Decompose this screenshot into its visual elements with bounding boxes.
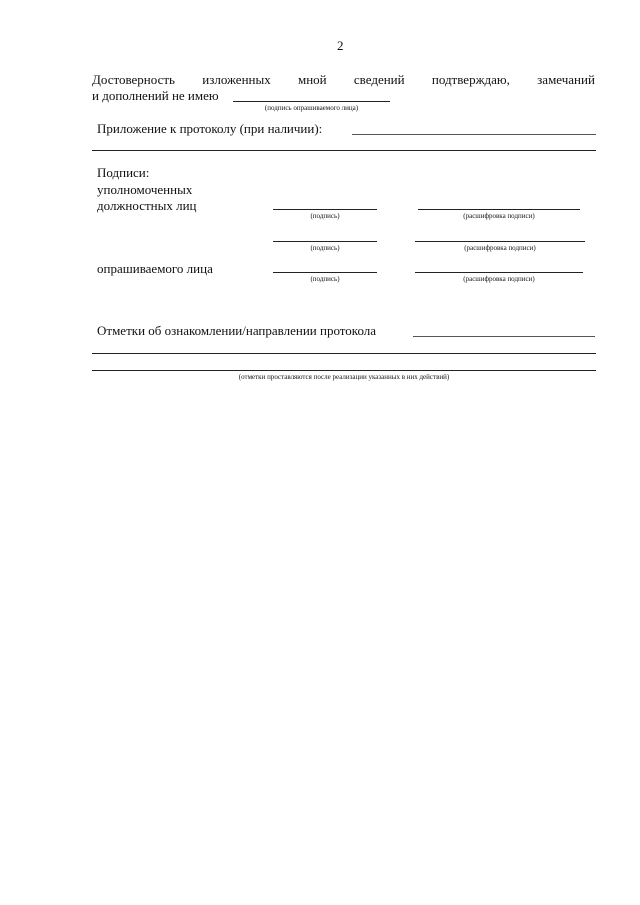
notes-line-2: [92, 353, 596, 354]
interviewee-signature-caption: (подпись опрашиваемого лица): [264, 104, 359, 112]
signature-caption: (подпись): [310, 212, 340, 220]
interviewee-decoding-line: [415, 272, 583, 273]
signature-caption: (подпись): [310, 275, 340, 283]
confirmation-word: сведений: [353, 72, 405, 87]
signature-caption: (подпись): [310, 244, 340, 252]
confirmation-word: Достоверность: [92, 72, 175, 87]
confirmation-line-1: [92, 72, 595, 87]
confirmation-word: подтверждаю,: [431, 72, 510, 87]
confirmation-word: изложенных: [202, 72, 271, 87]
official-1-signature-line: [273, 209, 377, 210]
decoding-caption: (расшифровка подписи): [464, 244, 536, 252]
confirmation-word: мной: [298, 72, 327, 87]
attachment-line-full: [92, 150, 596, 151]
signatures-heading: Подписи:: [97, 165, 150, 180]
decoding-caption: (расшифровка подписи): [463, 275, 535, 283]
attachment-label: Приложение к протоколу (при наличии):: [97, 121, 323, 136]
page-number: 2: [337, 38, 344, 53]
interviewee-signature-line: [233, 101, 390, 102]
decoding-caption: (расшифровка подписи): [463, 212, 535, 220]
interviewee-label: опрашиваемого лица: [97, 261, 213, 276]
notes-line-3: [92, 370, 596, 371]
interviewee-signature-line-2: [273, 272, 377, 273]
confirmation-line-2: и дополнений не имею: [92, 88, 219, 103]
confirmation-word: замечаний: [537, 72, 595, 87]
official-1-decoding-line: [418, 209, 580, 210]
official-2-signature-line: [273, 241, 377, 242]
attachment-line: [352, 134, 596, 135]
notes-caption: (отметки проставляются после реализации указанных в них действий): [238, 373, 450, 381]
notes-label: Отметки об ознакомлении/направлении протокола: [97, 323, 377, 338]
official-2-decoding-line: [415, 241, 585, 242]
officials-label-1: уполномоченных: [97, 182, 193, 197]
officials-label-2: должностных лиц: [97, 198, 197, 213]
notes-line-1: [413, 336, 595, 337]
